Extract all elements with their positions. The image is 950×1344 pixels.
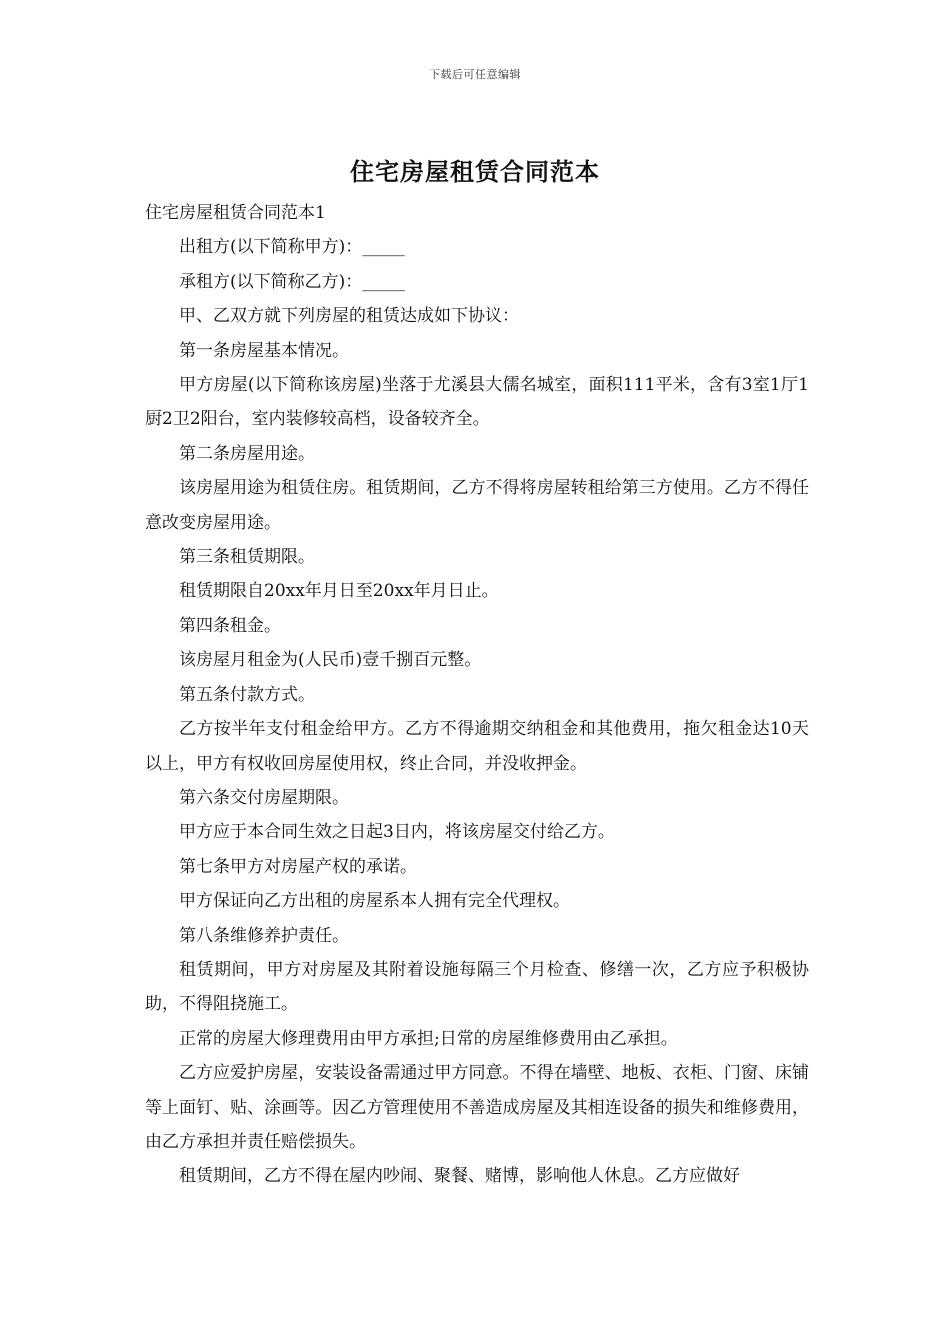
article-heading: 第二条房屋用途。	[179, 443, 315, 464]
paragraph: 乙方应爱护房屋，安装设备需通过甲方同意。不得在墙壁、地板、衣柜、门窗、床铺等上面钉、贴、涂画等。因乙方管理使用不善造成房屋及其相连设备的损失和维修费用，由乙方承担并责任赔偿损失。	[145, 1063, 809, 1152]
article-heading: 第三条租赁期限。	[179, 547, 315, 568]
article-heading: 第八条维修养护责任。	[179, 925, 349, 946]
article-heading: 第五条付款方式。	[179, 684, 315, 705]
paragraph: 租赁期限自20xx年月日至20xx年月日止。	[179, 581, 499, 602]
paragraph: 乙方按半年支付租金给甲方。乙方不得逾期交纳租金和其他费用，拖欠租金达10天以上，甲方有权收回房屋使用权，终止合同，并没收押金。	[145, 719, 809, 774]
paragraph: 租赁期间，甲方对房屋及其附着设施每隔三个月检查、修缮一次，乙方应予积极协助，不得阻挠施工。	[145, 959, 809, 1015]
paragraph-lessor: 出租方(以下简称甲方)：_____	[179, 237, 405, 258]
paragraph: 正常的房屋大修理费用由甲方承担;日常的房屋维修费用由乙承担。	[179, 1028, 678, 1049]
paragraph: 该房屋用途为租赁住房。租赁期间，乙方不得将房屋转租给第三方使用。乙方不得任意改变房屋用途。	[145, 478, 809, 533]
article-heading: 第七条甲方对房屋产权的承诺。	[179, 856, 417, 877]
paragraph: 甲方保证向乙方出租的房屋系本人拥有完全代理权。	[179, 891, 570, 912]
document-body	[145, 196, 809, 1194]
article-heading: 第四条租金。	[179, 615, 281, 636]
article-heading: 第一条房屋基本情况。	[179, 340, 349, 361]
paragraph-agreement: 甲、乙双方就下列房屋的租赁达成如下协议：	[179, 306, 519, 327]
section-heading: 住宅房屋租赁合同范本1	[145, 203, 326, 223]
document-title: 住宅房屋租赁合同范本	[350, 157, 600, 186]
paragraph: 租赁期间，乙方不得在屋内吵闹、聚餐、赌博，影响他人休息。乙方应做好	[179, 1166, 740, 1187]
paragraph: 该房屋月租金为(人民币)壹千捌百元整。	[179, 650, 482, 671]
paragraph-lessee: 承租方(以下简称乙方)：_____	[179, 271, 405, 292]
paragraph: 甲方房屋(以下简称该房屋)坐落于尤溪县大儒名城室，面积111平米，含有3室1厅1厨2卫2阳台，室内装修较高档，设备较齐全。	[145, 375, 809, 430]
header-note: 下载后可任意编辑	[429, 68, 521, 81]
article-heading: 第六条交付房屋期限。	[179, 787, 349, 808]
paragraph: 甲方应于本合同生效之日起3日内，将该房屋交付给乙方。	[179, 822, 615, 843]
